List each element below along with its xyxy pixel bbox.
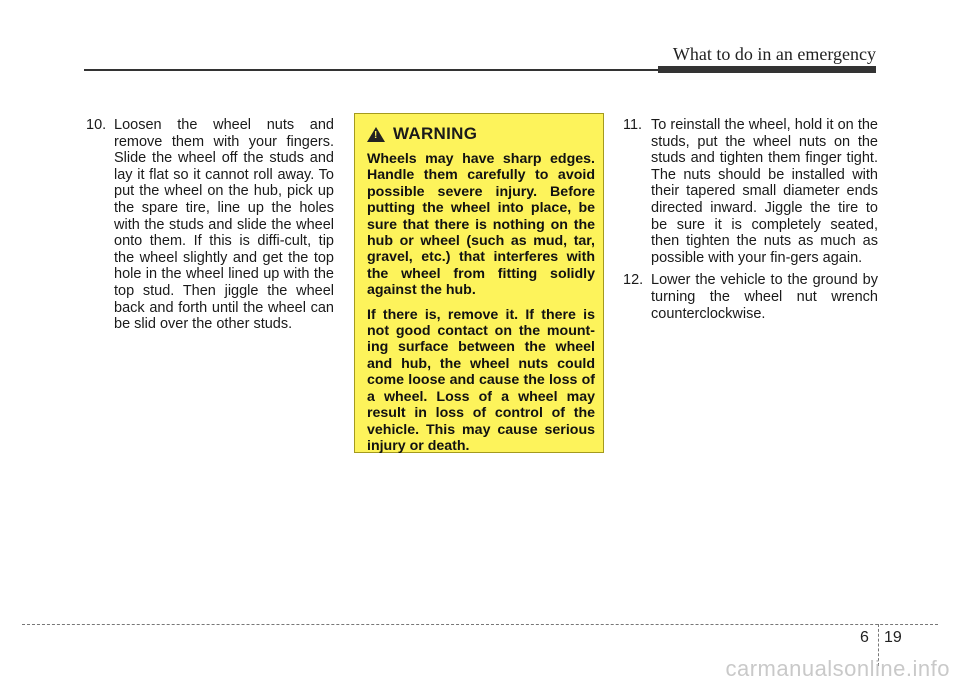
warning-box (354, 113, 604, 453)
section-title: What to do in an emergency (672, 44, 876, 64)
header-tab-bar (658, 66, 876, 73)
page-number: 19 (884, 629, 902, 646)
warning-triangle-icon: ! (367, 127, 385, 142)
step-text: Lower the vehicle to the ground by turning the wheel nut wrench counterclockwise. (651, 272, 878, 322)
step-text: To reinstall the wheel, hold it on the studs, put the wheel nuts on the studs and tighten them finger tight. The nuts should be installed with their tapered small diameter ends directed inward. Jiggle the tire to be sure it is completely seated, then tighten the nuts as much as possible with your fin-gers again. (651, 117, 878, 266)
warning-header (367, 124, 595, 144)
step-text: Loosen the wheel nuts and remove them with your fingers. Slide the wheel off the studs and lay it flat so it cannot roll away. To put the wheel on the hub, pick up the spare tire, line up the holes with the studs and slide the wheel onto them. If this is diffi-cult, tip the wheel slightly and get the top hole in the wheel lined up with the top stud. Then jiggle the wheel back and forth until the wheel can be slid over the other studs. (114, 117, 334, 333)
step-item (623, 117, 878, 266)
step-number: 12. (623, 272, 644, 289)
step-item (623, 272, 878, 322)
footer-rule (22, 624, 938, 625)
right-column (623, 117, 878, 328)
step-number: 10. (86, 117, 107, 133)
step-item (86, 117, 334, 333)
step-number: 11. (623, 117, 643, 133)
warning-paragraph: If there is, remove it. If there is not good contact on the mount-ing surface between the wheel and hub, the wheel nuts could come loose and cause the loss of a wheel. Loss of a wheel may result in loss of control of the vehicle. This may cause serious injury or death. (367, 306, 595, 454)
left-column (86, 117, 334, 339)
warning-title: WARNING (393, 124, 478, 143)
watermark-text: carmanualsonline.info (725, 656, 950, 681)
chapter-number: 6 (860, 629, 869, 646)
warning-paragraph: Wheels may have sharp edges. Handle them carefully to avoid possible severe injury. Before putting the wheel into place, be sure that there is nothing on the hub or wheel (such as mud, tar, gravel, etc.) that interferes with the wheel from fitting solidly against the hub. (367, 151, 595, 299)
